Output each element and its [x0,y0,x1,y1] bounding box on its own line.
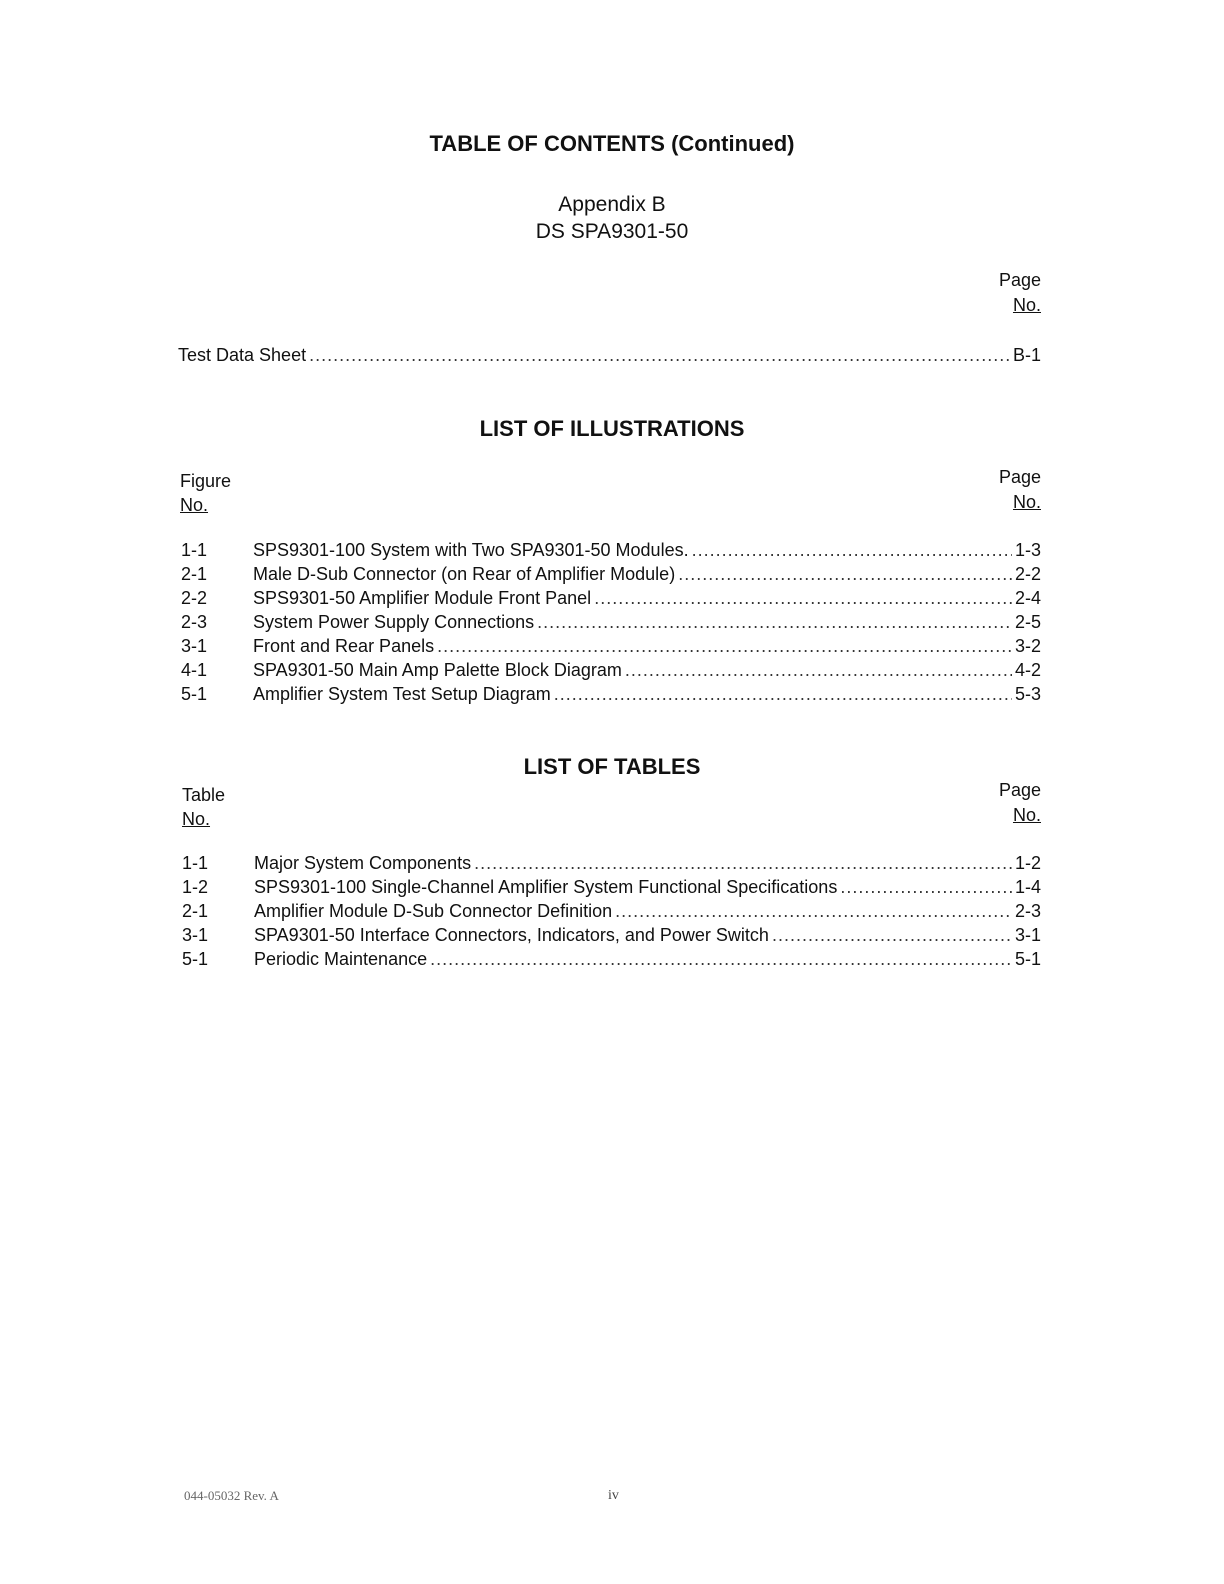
figure-col-label: Figure [180,471,232,491]
entry-title: SPS9301-100 System with Two SPA9301-50 Modules. [253,540,689,560]
table-entry[interactable] [182,925,1041,946]
entry-number: 4-1 [181,660,208,680]
entry-page: 2-2 [1014,564,1041,584]
entry-title: Major System Components [254,853,472,873]
entry-title: System Power Supply Connections [253,612,535,632]
table-col-label: Table [182,785,226,805]
illustrations-heading: LIST OF ILLUSTRATIONS [479,416,745,441]
entry-page: 5-1 [1014,949,1041,969]
illustration-entry[interactable] [181,564,1041,585]
entry-title: Amplifier Module D-Sub Connector Definition [254,901,613,921]
dot-leader [309,345,1010,366]
tables-page-label: Page [998,780,1041,800]
entry-page: 1-3 [1014,540,1041,560]
illustration-entry[interactable] [181,660,1041,681]
entry-page: 2-4 [1014,588,1041,608]
dot-leader [625,660,1012,681]
dot-leader [474,853,1012,874]
entry-page: 1-4 [1014,877,1041,897]
toc-heading: TABLE OF CONTENTS (Continued) [429,131,795,156]
tables-heading: LIST OF TABLES [523,754,701,779]
appendix-title: Appendix B [558,193,666,216]
illustration-entry[interactable] [181,588,1041,609]
entry-page: 1-2 [1014,853,1041,873]
illustration-entry[interactable] [181,636,1041,657]
dot-leader [840,877,1012,898]
table-entry[interactable] [182,949,1041,970]
dot-leader [437,636,1012,657]
dot-leader [554,684,1012,705]
entry-title: SPA9301-50 Main Amp Palette Block Diagram [253,660,622,680]
entry-number: 1-2 [182,877,209,897]
toc-no-label: No. [1012,295,1041,315]
entry-page: 5-3 [1014,684,1041,704]
entry-number: 2-2 [181,588,208,608]
illustrations-page-label: Page [998,467,1041,487]
entry-number: 3-1 [182,925,209,945]
appendix-subtitle: DS SPA9301-50 [535,220,689,243]
entry-title: SPA9301-50 Interface Connectors, Indicators, and Power Switch [254,925,769,945]
entry-title: Amplifier System Test Setup Diagram [253,684,551,704]
entry-page: 3-1 [1014,925,1041,945]
toc-page-label: Page [998,270,1041,290]
toc-entry-title: Test Data Sheet [178,345,307,365]
toc-entry[interactable] [178,345,1041,366]
entry-number: 2-1 [181,564,208,584]
entry-number: 2-3 [181,612,208,632]
entry-title: SPS9301-50 Amplifier Module Front Panel [253,588,592,608]
entry-number: 1-1 [181,540,208,560]
dot-leader [692,540,1012,561]
entry-number: 1-1 [182,853,209,873]
entry-title: Front and Rear Panels [253,636,435,656]
illustration-entry[interactable] [181,612,1041,633]
tables-page-no: No. [1012,805,1041,825]
entry-page: 2-3 [1014,901,1041,921]
dot-leader [615,901,1012,922]
entry-number: 5-1 [182,949,209,969]
entry-number: 5-1 [181,684,208,704]
table-entry[interactable] [182,877,1041,898]
dot-leader [594,588,1012,609]
illustration-entry[interactable] [181,540,1041,561]
illustrations-page-no: No. [1012,492,1041,512]
entry-title: Periodic Maintenance [254,949,428,969]
entry-title: Male D-Sub Connector (on Rear of Amplifier Module) [253,564,676,584]
entry-title: SPS9301-100 Single-Channel Amplifier System Functional Specifications [254,877,838,897]
entry-page: 3-2 [1014,636,1041,656]
page-number: iv [608,1488,619,1503]
document-number: 044-05032 Rev. A [184,1488,279,1503]
toc-entry-page: B-1 [1012,345,1041,365]
figure-col-no: No. [180,495,209,515]
dot-leader [430,949,1012,970]
entry-number: 3-1 [181,636,208,656]
illustration-entry[interactable] [181,684,1041,705]
entry-page: 2-5 [1014,612,1041,632]
entry-page: 4-2 [1014,660,1041,680]
table-entry[interactable] [182,853,1041,874]
dot-leader [678,564,1012,585]
dot-leader [537,612,1012,633]
table-entry[interactable] [182,901,1041,922]
entry-number: 2-1 [182,901,209,921]
table-col-no: No. [182,809,211,829]
dot-leader [772,925,1012,946]
